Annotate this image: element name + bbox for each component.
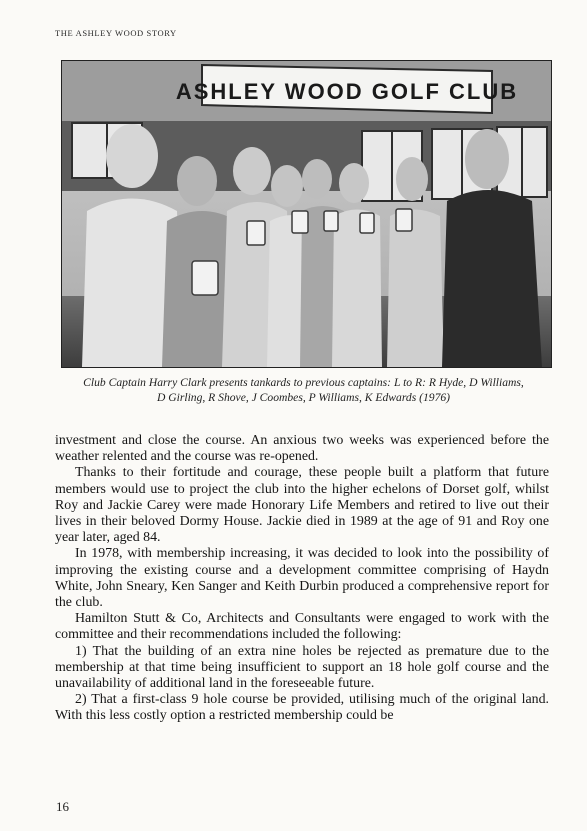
clubhouse-sign: ASHLEY WOOD GOLF CLUB (175, 79, 519, 104)
group-of-golfers (82, 124, 542, 367)
body-text (55, 433, 549, 725)
paragraph: 1) That the building of an extra nine holes be rejected as premature due to the membership at that time being insufficient to support an 18 hole golf course and the unavailability of additional land in the foreseeable future. (55, 643, 549, 692)
page-number: 16 (56, 799, 69, 814)
paragraph: investment and close the course. An anxious two weeks was experienced before the weather relented and the course was re-opened. (55, 433, 549, 465)
paragraph: Thanks to their fortitude and courage, these people built a platform that future members would use to project the club into the higher echelons of Dorset golf, whilst Roy and Jackie Carey were made Honorary Life Members and retired to live out their lives in their beloved Dormy House. Jackie died in 1989 at the age of 91 and Roy one year later, aged 84. (55, 465, 549, 546)
paragraph: 2) That a first-class 9 hole course be provided, utilising much of the original land. With this less costly option a restricted membership could be (55, 692, 549, 724)
photo-illustration (62, 61, 551, 367)
running-head: THE ASHLEY WOOD STORY (55, 28, 177, 38)
caption-line-1: Club Captain Harry Clark presents tankards to previous captains: L to R: R Hyde, D Williams, (83, 376, 524, 389)
clubhouse-photo (61, 60, 552, 368)
paragraph: In 1978, with membership increasing, it was decided to look into the possibility of improving the existing course and a development committee comprising of Haydn White, John Sneary, Ken Sanger and Keith Durbin produced a comprehensive report for the club. (55, 546, 549, 611)
photo-caption (40, 375, 567, 405)
caption-line-2: D Girling, R Shove, J Coombes, P Williams, K Edwards (1976) (156, 391, 451, 404)
paragraph: Hamilton Stutt & Co, Architects and Consultants were engaged to work with the committee and their recommendations included the following: (55, 611, 549, 643)
